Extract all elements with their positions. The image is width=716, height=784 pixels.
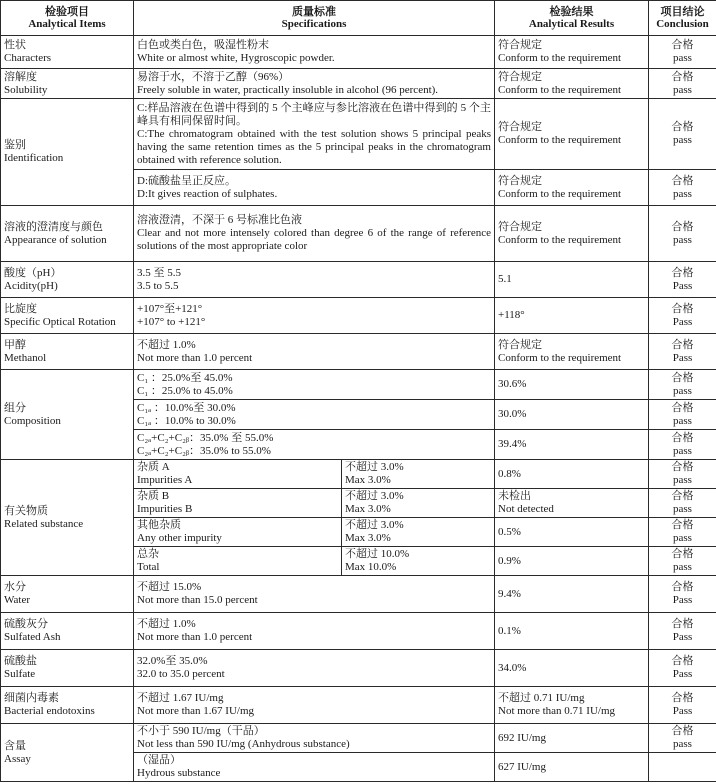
conclusion-cell: 合格 pass [649,547,716,576]
item-cell: 酸度（pH） Acidity(pH) [1,262,134,298]
result-cell: 不超过 0.71 IU/mg Not more than 0.71 IU/mg [495,687,649,724]
conclusion-cell: 合格 pass [649,206,716,262]
result-cell: 符合规定 Conform to the requirement [495,99,649,170]
result-cell: 30.6% [495,370,649,400]
spec-cell: D:硫酸盐呈正反应。 D:It gives reaction of sulphates. [134,170,495,206]
conclusion-cell: 合格 pass [649,36,716,69]
conclusion-cell: 合格 pass [649,400,716,430]
item-cell: 甲醇 Methanol [1,334,134,370]
result-cell: 627 IU/mg [495,753,649,782]
spec-cell: 3.5 至 5.5 3.5 to 5.5 [134,262,495,298]
spec-cell: C₂ₐ+C₂+C₂ᵦ：35.0% 至 55.0% C₂ₐ+C₂+C₂ᵦ：35.0% to 55.0% [134,430,495,460]
item-cell: 溶解度 Solubility [1,69,134,99]
result-cell: 符合规定 Conform to the requirement [495,206,649,262]
impurity-limit-cell: 不超过 10.0% Max 10.0% [342,547,495,576]
conclusion-cell: 合格 pass [649,518,716,547]
table-row [1,298,716,334]
conclusion-cell: 合格 pass [649,370,716,400]
spec-cell: 不超过 1.0% Not more than 1.0 percent [134,334,495,370]
item-cell: 溶液的澄清度与颜色 Appearance of solution [1,206,134,262]
table-row [1,206,716,262]
header-items: 检验项目 Analytical Items [1,1,134,36]
spec-cell: 白色或类白色，吸湿性粉末 White or almost white, Hygroscopic powder. [134,36,495,69]
table-row [1,36,716,69]
conclusion-cell: 合格 Pass [649,650,716,687]
conclusion-cell: 合格 pass [649,69,716,99]
result-cell: 0.8% [495,460,649,489]
table-row [1,687,716,724]
spec-cell: 不小于 590 IU/mg（干品） Not less than 590 IU/mg (Anhydrous substance) [134,724,495,753]
spec-cell: C₁ ：25.0%至 45.0% C₁ ：25.0% to 45.0% [134,370,495,400]
conclusion-cell: 合格 Pass [649,262,716,298]
conclusion-cell: 合格 Pass [649,334,716,370]
impurity-name-cell: 杂质 B Impurities B [134,489,342,518]
result-cell: 0.9% [495,547,649,576]
item-cell: 含量 Assay [1,724,134,782]
table-header-row [1,1,716,36]
item-cell: 细菌内毒素 Bacterial endotoxins [1,687,134,724]
spec-cell: 易溶于水，不溶于乙醇（96%） Freely soluble in water, practically insoluble in alcohol (96 percent). [134,69,495,99]
table-row [1,262,716,298]
item-cell: 组分 Composition [1,370,134,460]
header-conclusion: 项目结论 Conclusion [649,1,716,36]
table-row [1,99,716,170]
spec-cell: （湿品） Hydrous substance [134,753,495,782]
impurity-name-cell: 总杂 Total [134,547,342,576]
conclusion-cell: 合格 pass [649,724,716,753]
spec-cell: C:样品溶液在色谱中得到的 5 个主峰应与参比溶液在色谱中得到的 5 个主峰具有相同保留时间。 C:The chromatogram obtained with the test solution shows 5 principal peaks having the same retention times as the 5 principal peaks in the chromatogram obtained with reference solution. [134,99,495,170]
conclusion-cell: 合格 pass [649,489,716,518]
conclusion-cell: 合格 pass [649,170,716,206]
result-cell: 0.5% [495,518,649,547]
spec-cell: +107°至+121° +107° to +121° [134,298,495,334]
result-cell: 符合规定 Conform to the requirement [495,334,649,370]
table-row [1,724,716,753]
impurity-limit-cell: 不超过 3.0% Max 3.0% [342,460,495,489]
header-specifications: 质量标准 Specifications [134,1,495,36]
impurity-limit-cell: 不超过 3.0% Max 3.0% [342,489,495,518]
conclusion-cell: 合格 Pass [649,576,716,613]
item-cell: 有关物质 Related substance [1,460,134,576]
header-results: 检验结果 Analytical Results [495,1,649,36]
conclusion-cell: 合格 Pass [649,687,716,724]
result-cell: 符合规定 Conform to the requirement [495,36,649,69]
result-cell: 符合规定 Conform to the requirement [495,69,649,99]
spec-cell: C₁ₐ ：10.0%至 30.0% C₁ₐ ：10.0% to 30.0% [134,400,495,430]
result-cell: 0.1% [495,613,649,650]
impurity-limit-cell: 不超过 3.0% Max 3.0% [342,518,495,547]
result-cell: 39.4% [495,430,649,460]
table-row [1,334,716,370]
item-cell: 水分 Water [1,576,134,613]
result-cell: +118° [495,298,649,334]
table-row [1,613,716,650]
conclusion-cell: 合格 pass [649,460,716,489]
result-cell: 34.0% [495,650,649,687]
conclusion-cell: 合格 pass [649,99,716,170]
impurity-name-cell: 杂质 A Impurities A [134,460,342,489]
conclusion-cell-empty [649,753,716,782]
conclusion-cell: 合格 Pass [649,298,716,334]
table-row [1,650,716,687]
spec-cell: 不超过 15.0% Not more than 15.0 percent [134,576,495,613]
table-row [1,69,716,99]
result-cell: 未检出 Not detected [495,489,649,518]
item-cell: 鉴别 Identification [1,99,134,206]
spec-cell: 不超过 1.0% Not more than 1.0 percent [134,613,495,650]
table-row [1,370,716,400]
impurity-name-cell: 其他杂质 Any other impurity [134,518,342,547]
result-cell: 5.1 [495,262,649,298]
item-cell: 硫酸灰分 Sulfated Ash [1,613,134,650]
conclusion-cell: 合格 pass [649,430,716,460]
result-cell: 符合规定 Conform to the requirement [495,170,649,206]
result-cell: 30.0% [495,400,649,430]
result-cell: 692 IU/mg [495,724,649,753]
spec-cell: 溶液澄清，不深于 6 号标准比色液 Clear and not more intensely colored than degree 6 of the range of reference solutions of the most appropriate color [134,206,495,262]
spec-cell: 32.0%至 35.0% 32.0 to 35.0 percent [134,650,495,687]
item-cell: 硫酸盐 Sulfate [1,650,134,687]
table-row [1,576,716,613]
conclusion-cell: 合格 Pass [649,613,716,650]
item-cell: 比旋度 Specific Optical Rotation [1,298,134,334]
item-cell: 性状 Characters [1,36,134,69]
spec-cell: 不超过 1.67 IU/mg Not more than 1.67 IU/mg [134,687,495,724]
result-cell: 9.4% [495,576,649,613]
table-row [1,460,716,489]
